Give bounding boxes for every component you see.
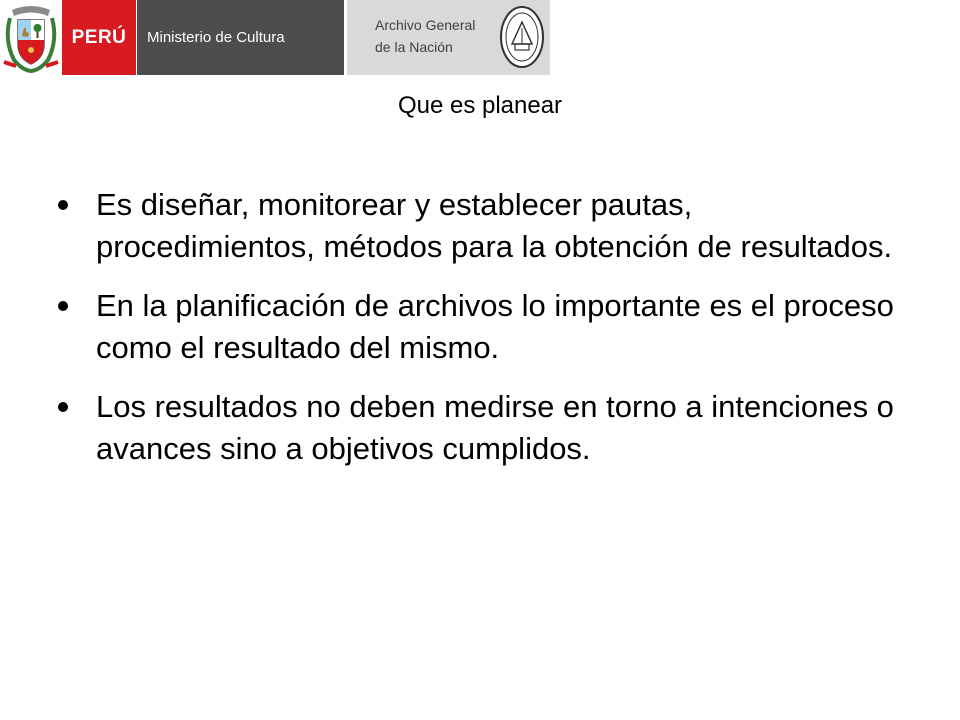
archive-label-line1: Archivo General	[375, 17, 476, 33]
peru-label: PERÚ	[71, 26, 127, 48]
ministry-label-box	[137, 0, 344, 75]
bullet-text: Es diseñar, monitorear y establecer pautas, procedimientos, métodos para la obtención de resultados.	[96, 187, 893, 264]
bullet-dot-icon	[58, 200, 68, 210]
list-item	[58, 386, 898, 470]
archivo-general-seal-icon	[499, 4, 545, 70]
bullet-text: En la planificación de archivos lo importante es el proceso como el resultado del mismo.	[96, 288, 894, 365]
peru-coat-of-arms-icon	[0, 0, 62, 75]
header-banner	[0, 0, 550, 75]
ministry-label: Ministerio de Cultura	[147, 29, 285, 46]
bullet-text: Los resultados no deben medirse en torno a intenciones o avances sino a objetivos cumplidos.	[96, 389, 894, 466]
bullet-dot-icon	[58, 402, 68, 412]
bullet-dot-icon	[58, 301, 68, 311]
peru-label-box	[62, 0, 136, 75]
shield-container	[0, 0, 62, 75]
archive-label-line2: de la Nación	[375, 39, 453, 55]
archive-label	[375, 14, 475, 58]
list-item	[58, 285, 898, 369]
slide-title: Que es planear	[397, 92, 563, 119]
archive-label-box	[347, 0, 550, 75]
list-item	[58, 184, 898, 268]
bullet-list	[58, 184, 898, 487]
